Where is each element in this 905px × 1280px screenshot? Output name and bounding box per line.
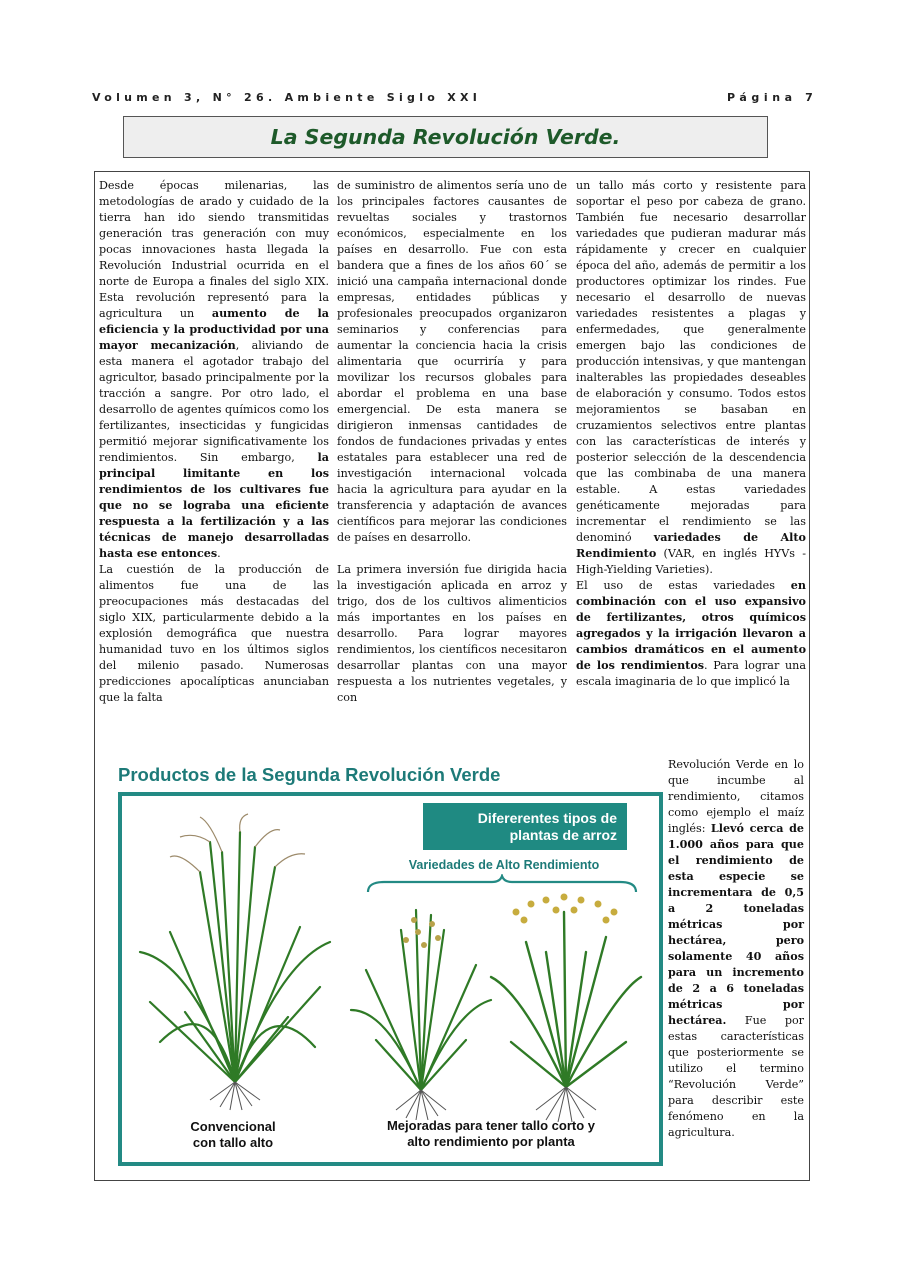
bold-phrase: Llevó cerca de 1.000 años para que el rendimiento de esta especie se incrementara de 0,5 a 2 toneladas métricas por hectárea, pero solamente 40 años para un incremento de 2 a 6 toneladas métricas por hectárea. <box>668 822 805 1027</box>
col2-paragraph-2: La primera inversión fue dirigida hacia la investigación aplicada en arroz y trigo, dos de los cultivos alimenticios más importantes en los países en desarrollo. Para lograr mayores rendimientos, los científicos necesitaron desarrollar plantas con una mayor respuesta a los nutrientes vegetales, y con <box>337 563 567 704</box>
bold-phrase: aumento de la eficiencia y la productividad por una mayor mecanización <box>99 307 329 352</box>
figure-badge <box>423 803 627 850</box>
short-rice-plant-illustration <box>346 890 496 1120</box>
badge-line-1: Difererentes tipos de <box>477 809 617 826</box>
figure-title: Productos de la Segunda Revolución Verde <box>118 764 501 785</box>
short-rice-plant-illustration <box>486 882 646 1122</box>
column-3-continuation: Revolución Verde en lo que incumbe al rendimiento, citamos como ejemplo el maíz inglés: Llevó cerca de 1.000 años para que el rendimiento de esta especie se incrementara de 0,5 a 2 toneladas métricas por hectárea, pero solamente 40 años para un incremento de 2 a 6 toneladas métricas por hectárea. Fue por estas características que posteriormente se utilizo el termino “Revolución Verde” para describir este fenómeno en la agricultura. <box>668 758 805 1139</box>
col3-paragraph-1: un tallo más corto y resistente para soportar el peso por cabeza de grano. También fue necesario desarrollar variedades que pudieran madurar más rápidamente y crecer en cualquier época del año, además de permitir a los productores optimizar los rindes. Fue necesario el desarrollo de nuevas variedades resistentes a plagas y enfermedades, que generalmente emergen bajo las condiciones de producción intensivas, y que mantengan inalterables las propiedades deseables de elaboración y consumo. Todos estos mejoramientos se basaban en cruzamientos selectivos entre plantas con las características de interés y posterior selección de la descendencia que las combinaba de una manera estable. A estas variedades genéticamente mejoradas para incrementar el rendimiento se las denominó variedades de Alto Rendimiento (VAR, en inglés HYVs - High-Yielding Varieties). <box>576 179 806 576</box>
col2-paragraph-1: de suministro de alimentos sería uno de los principales factores causantes de revueltas sociales y trastornos económicos, especialmente en los países en desarrollo. Fue con esta bandera que a fines de los años 60´ se inició una campaña internacional donde empresas, entidades públicas y profesionales preocupados organizaron seminarios y conferencias para aumentar la conciencia hacia la crisis alimentaria que ocurriría y para movilizar los recursos globales para abordar el problema en una base emergencial. De esta manera se dirigieron inmensas cantidades de fondos de fundaciones privadas y entes estatales para establecer una red de investigación internacional volcada hacia la agricultura para ayudar en la transferencia y adaptación de avances científicos para mejorar las condiciones de países en desarrollo. <box>337 179 567 544</box>
bold-phrase: la principal limitante en los rendimientos de los cultivares fue que no se lograba una eficiente respuesta a la fertilización y a las técnicas de manejo desarrolladas hasta ese entonces <box>99 451 329 560</box>
hyv-label: Variedades de Alto Rendimiento <box>408 858 600 872</box>
article-title-box <box>123 116 768 158</box>
tall-rice-plant-illustration <box>130 812 340 1112</box>
caption-conventional: Convencional con tallo alto <box>190 1119 276 1150</box>
header-page-number: Página 7 <box>727 91 818 104</box>
column-3 <box>576 178 806 690</box>
badge-line-2: plantas de arroz <box>509 826 617 843</box>
header-publication-info: Volumen 3, N° 26. Ambiente Siglo XXI <box>92 91 482 104</box>
caption-improved: Mejoradas para tener tallo corto y alto rendimiento por planta <box>386 1118 596 1149</box>
column-2 <box>337 178 567 706</box>
col3-paragraph-2: El uso de estas variedades en combinación con el uso expansivo de fertilizantes, otros químicos agregados y la irrigación llevaron a cambios dramáticos en el aumento de los rendimientos. Para lograr una escala imaginaria de lo que implicó la <box>576 579 806 688</box>
article-title: La Segunda Revolución Verde. <box>270 125 621 149</box>
col1-paragraph-2: La cuestión de la producción de alimentos fue una de las preocupaciones más destacadas del siglo XIX, particularmente debido a la explosión demográfica que nuestra humanidad tuvo en los últimos siglos del milenio pasado. Numerosas predicciones apocalípticas anunciaban que la falta <box>99 563 329 704</box>
bold-phrase: variedades de Alto Rendimiento <box>576 531 806 560</box>
col1-paragraph-1: Desde épocas milenarias, las metodologías de arado y cuidado de la tierra han ido siendo transmitidas generación tras generación con muy pocas innovaciones hasta llegada la Revolución Industrial ocurrida en el norte de Europa a finales del siglo XIX. Esta revolución representó para la agricultura un aumento de la eficiencia y la productividad por una mayor mecanización, aliviando de esta manera el agotador trabajo del agricultor, basado principalmente por la tracción a sangre. Por otro lado, el desarrollo de agentes químicos como los fertilizantes, insecticidas y fungicidas permitió mejorar significativamente los rendimientos. Sin embargo, la principal limitante en los rendimientos de los cultivares fue que no se lograba una eficiente respuesta a la fertilización y a las técnicas de manejo desarrolladas hasta ese entonces. <box>99 179 329 560</box>
bold-phrase: en combinación con el uso expansivo de fertilizantes, otros químicos agregados y la irrigación llevaron a cambios dramáticos en el aumento de los rendimientos <box>576 579 806 672</box>
column-1 <box>99 178 329 706</box>
